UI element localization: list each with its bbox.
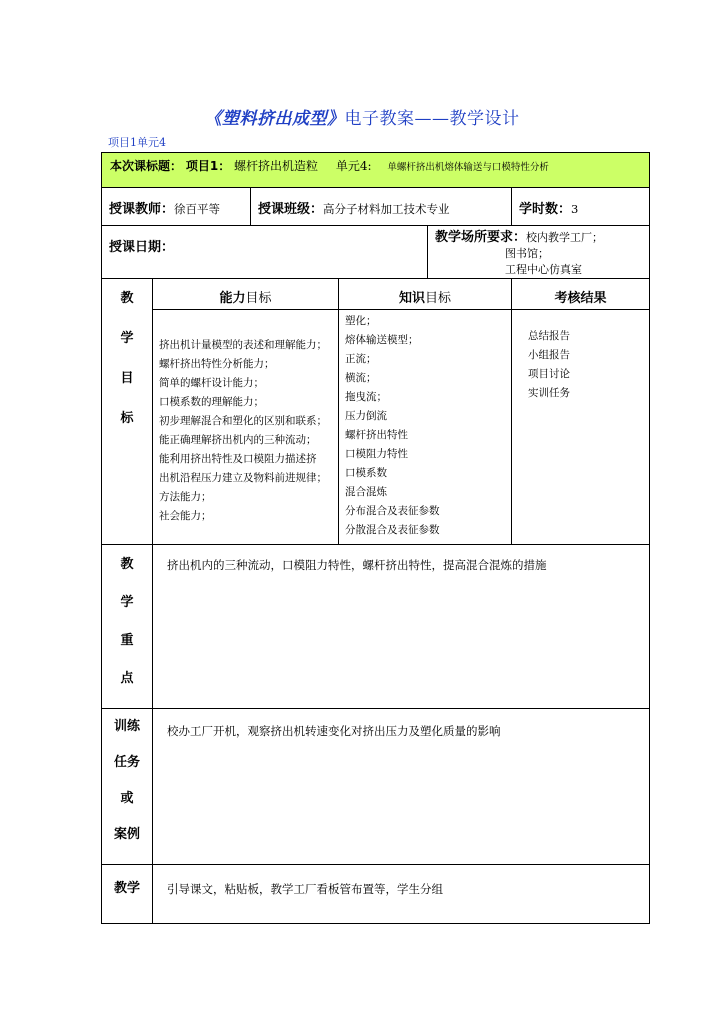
side-text: 任务 [113, 755, 140, 770]
title-suffix: 电子教案——教学设计 [344, 109, 520, 129]
method-text: 引导课文，粘贴板，教学工厂看板管布置等，学生分组 [167, 882, 443, 896]
class-cell [251, 188, 512, 226]
list-item: 分布混合及表征参数 [345, 505, 440, 517]
project-name: 螺杆挤出机造粒 [234, 159, 319, 173]
hours-cell [512, 188, 650, 226]
training-side-label [102, 709, 153, 865]
course-title-label: 本次课标题： [110, 159, 183, 173]
list-item: 拖曳流； [345, 391, 387, 403]
knowledge-list [339, 310, 512, 545]
list-item: 小组报告 [528, 349, 570, 361]
knowledge-header-rest: 目标 [425, 291, 452, 306]
page-title [0, 104, 724, 129]
lesson-plan-table [101, 152, 650, 924]
side-text: 训练 [113, 719, 140, 734]
unit-name: 单螺杆挤出机熔体输送与口模特性分析 [387, 162, 549, 173]
method-side-label [102, 865, 153, 924]
list-item: 挤出机计量模型的表述和理解能力； [159, 339, 327, 351]
training-content [153, 709, 650, 865]
side-text: 案例 [113, 827, 140, 842]
ability-header [153, 279, 339, 310]
list-item: 混合混炼 [345, 486, 387, 498]
class-label: 授课班级： [258, 202, 324, 217]
list-item: 项目讨论 [528, 368, 570, 380]
date-cell [102, 226, 428, 279]
list-item: 方法能力； [159, 491, 212, 503]
list-item: 口模系数 [345, 467, 387, 479]
side-char: 标 [120, 411, 134, 426]
title-course-name: 《塑料挤出成型》 [204, 109, 345, 129]
side-char: 学 [120, 595, 134, 610]
assess-header [512, 279, 650, 310]
list-item: 熔体输送模型； [345, 334, 419, 346]
list-item: 螺杆挤出特性 [345, 429, 408, 441]
teacher-cell [102, 188, 251, 226]
hours-label: 学时数： [519, 202, 572, 217]
side-char: 目 [120, 371, 134, 386]
list-item: 实训任务 [528, 387, 570, 399]
method-content [153, 865, 650, 924]
project-label: 项目1： [185, 159, 231, 173]
list-item: 出机沿程压力建立及物料前进规律； [159, 472, 327, 484]
list-item: 口模系数的理解能力； [159, 396, 264, 408]
list-item: 初步理解混合和塑化的区别和联系； [159, 415, 327, 427]
focus-content [153, 545, 650, 709]
side-text: 教学 [113, 881, 140, 896]
side-char: 教 [120, 291, 134, 306]
list-item: 简单的螺杆设计能力； [159, 377, 264, 389]
unit-label: 单元4: [335, 159, 372, 173]
knowledge-header-bold: 知识 [398, 291, 425, 306]
list-item: 压力倒流 [345, 410, 387, 422]
side-char: 重 [120, 633, 134, 648]
assess-header-text: 考核结果 [554, 291, 607, 306]
goals-side-label [102, 279, 153, 545]
teacher-value: 徐百平等 [174, 202, 221, 216]
venue-label: 教学场所要求： [435, 230, 527, 245]
hours-value: 3 [571, 202, 579, 216]
focus-side-label [102, 545, 153, 709]
assess-list [512, 310, 650, 545]
ability-header-bold: 能力 [219, 291, 246, 306]
list-item: 能正确理解挤出机内的三种流动； [159, 434, 317, 446]
course-title-row [102, 153, 650, 188]
venue-cell [428, 226, 650, 279]
side-char: 点 [120, 671, 134, 686]
list-item: 塑化； [345, 315, 377, 327]
venue-item: 图书馆； [505, 247, 549, 260]
list-item: 总结报告 [528, 330, 570, 342]
subtitle: 项目1单元4 [108, 136, 166, 149]
ability-list [153, 310, 339, 545]
side-char: 学 [120, 331, 134, 346]
side-text: 或 [120, 791, 134, 806]
side-char: 教 [120, 557, 134, 572]
list-item: 口模阻力特性 [345, 448, 408, 460]
focus-text: 挤出机内的三种流动，口模阻力特性，螺杆挤出特性，提高混合混炼的措施 [167, 558, 547, 572]
list-item: 能利用挤出特性及口模阻力描述挤 [159, 453, 317, 465]
list-item: 社会能力； [159, 510, 212, 522]
list-item: 横流； [345, 372, 377, 384]
venue-item: 校内教学工厂； [526, 231, 604, 244]
list-item: 螺杆挤出特性分析能力； [159, 358, 275, 370]
list-item: 正流； [345, 353, 377, 365]
class-value: 高分子材料加工技术专业 [323, 202, 450, 216]
knowledge-header [339, 279, 512, 310]
venue-item: 工程中心仿真室 [505, 263, 582, 276]
ability-header-rest: 目标 [245, 291, 272, 306]
list-item: 分散混合及表征参数 [345, 524, 440, 536]
training-text: 校办工厂开机，观察挤出机转速变化对挤出压力及塑化质量的影响 [167, 724, 501, 738]
date-label: 授课日期： [109, 240, 175, 255]
teacher-label: 授课教师： [109, 202, 175, 217]
